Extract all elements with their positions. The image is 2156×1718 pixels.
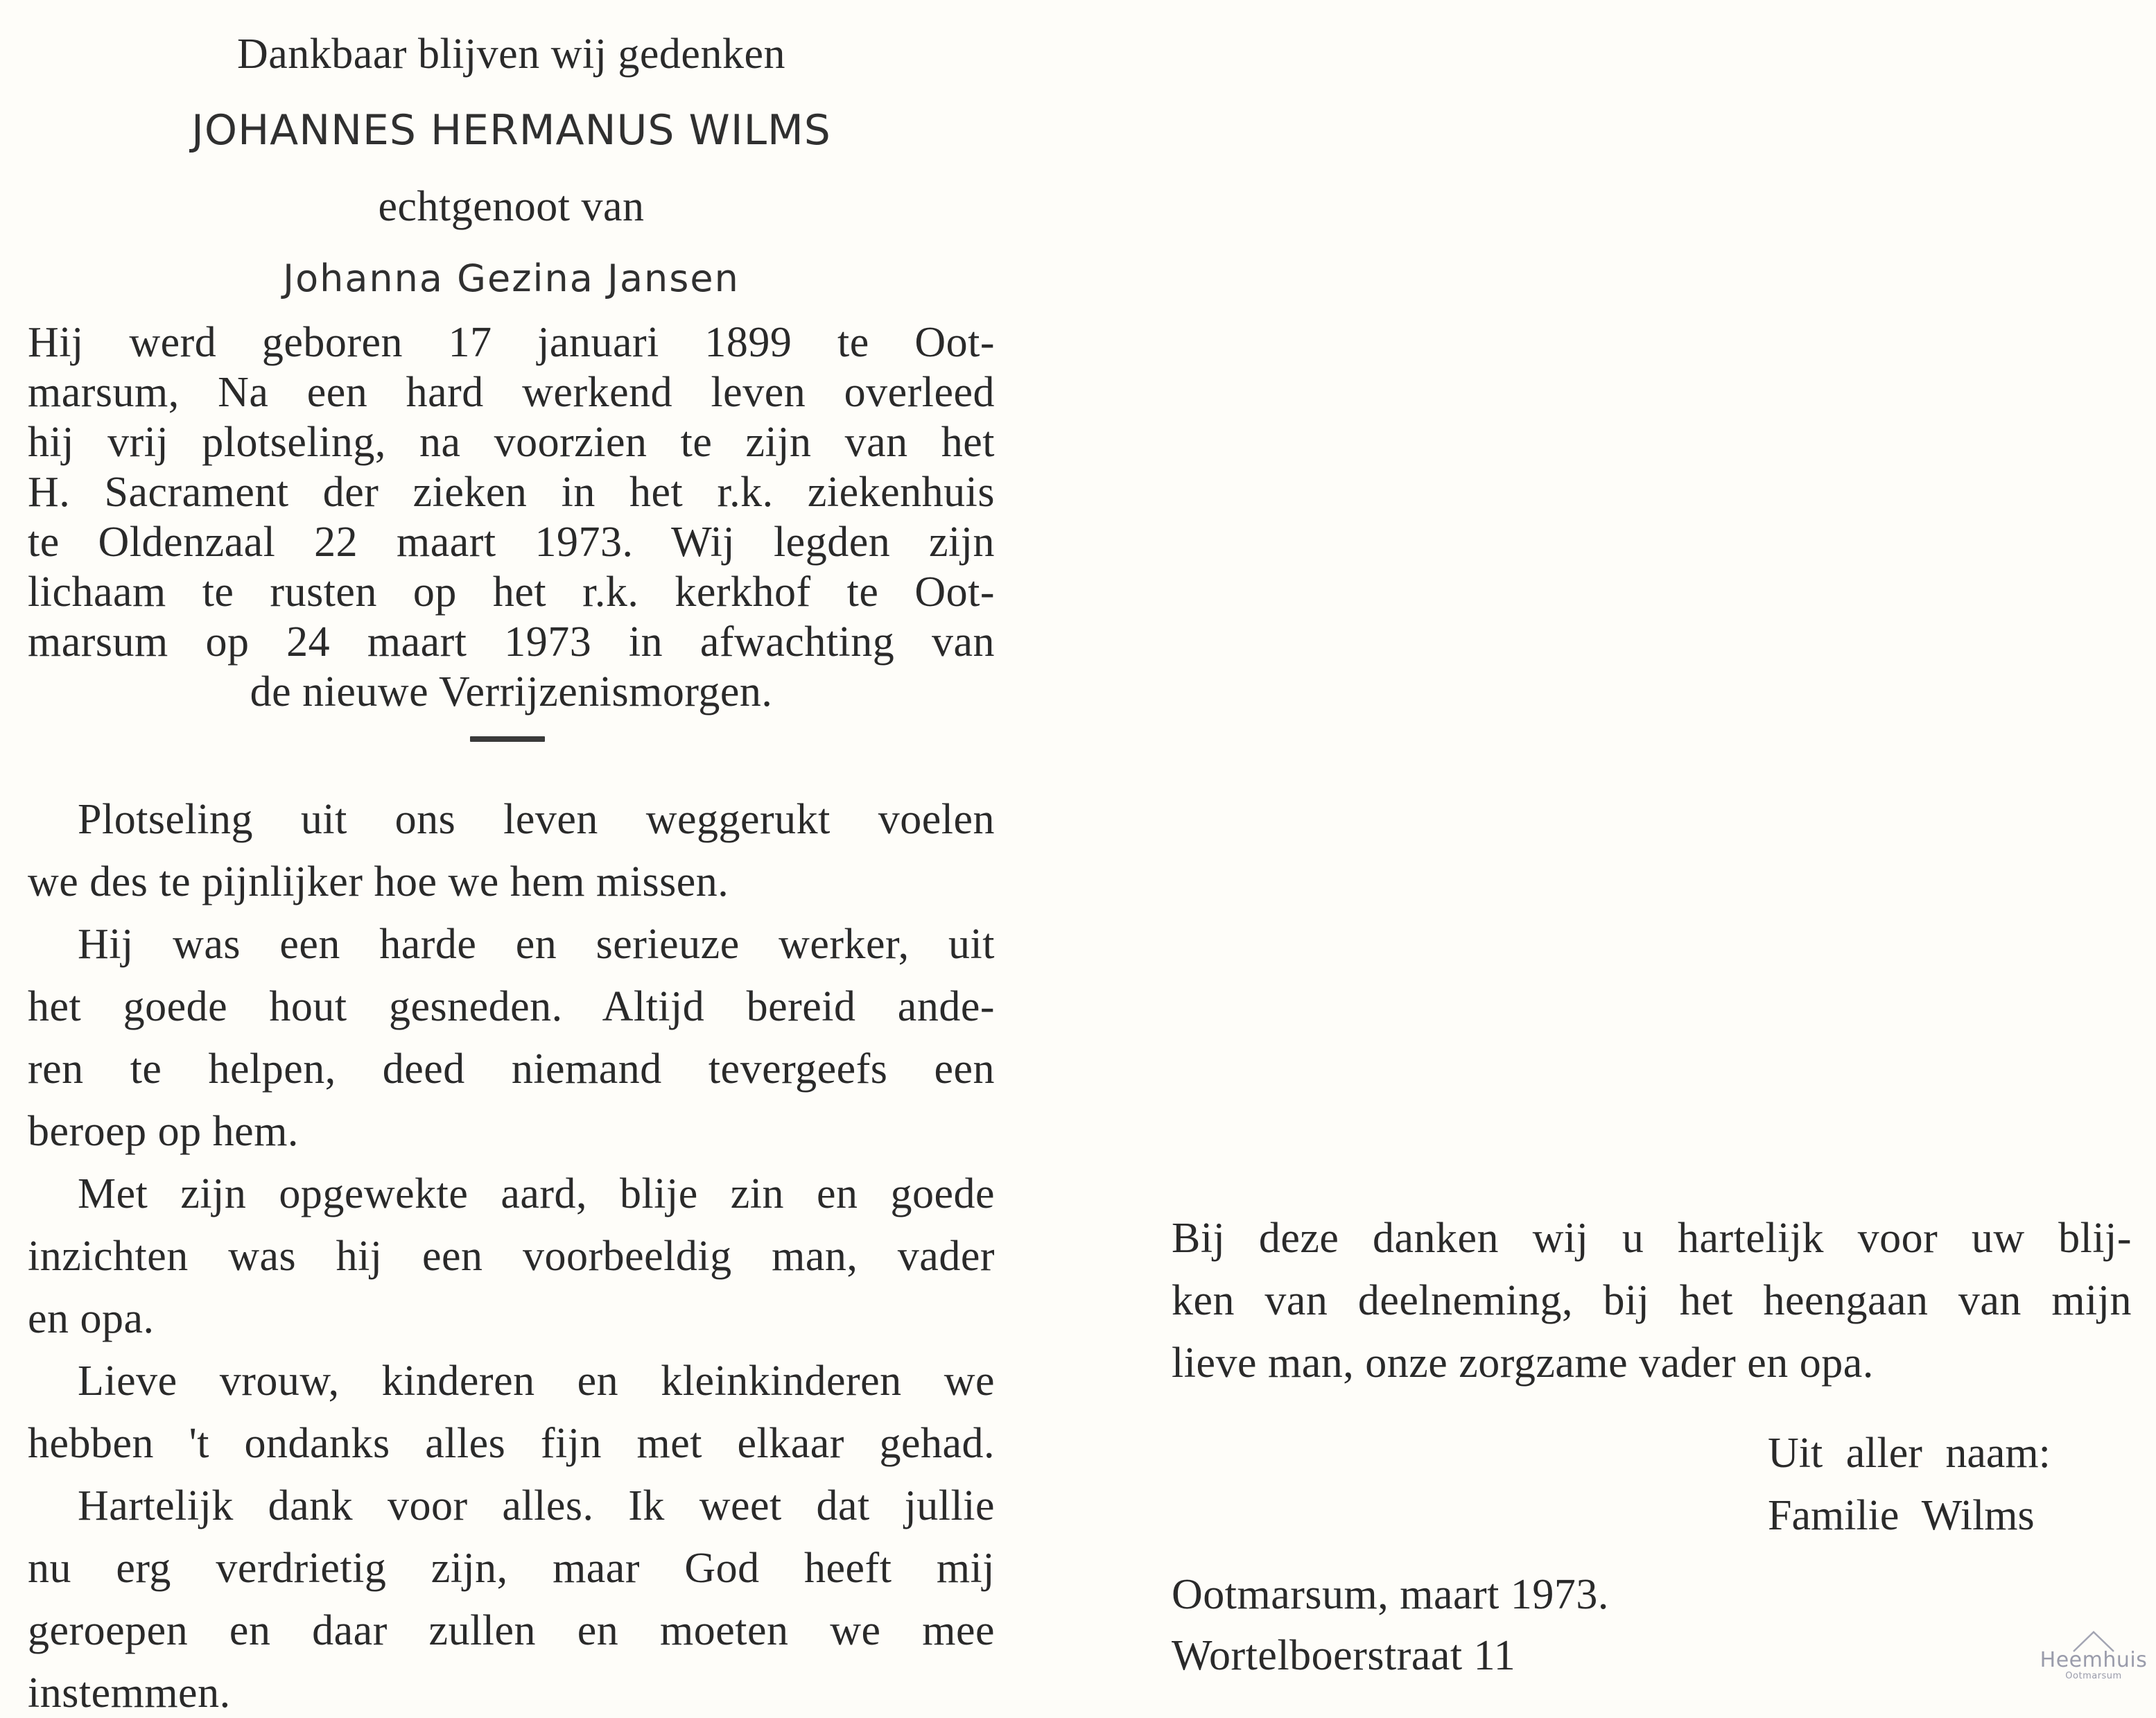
paragraph-line: Met zijn opgewekte aard, blije zin en goede [78,1170,995,1217]
bio-line: marsum, Na een hard werkend leven overleed [28,369,995,416]
paragraph-line: we des te pijnlijker hoe we hem missen. [28,858,729,905]
signature-name: Familie Wilms [1768,1492,2035,1539]
paragraph-line: Hartelijk dank voor alles. Ik weet dat jullie [78,1482,995,1529]
bio-line: marsum op 24 maart 1973 in afwachting van [28,618,995,666]
signature-intro: Uit aller naam: [1768,1430,2051,1477]
paragraph-line: inzichten was hij een voorbeeldig man, vader [28,1233,995,1280]
heemhuis-watermark [2035,1629,2153,1699]
bio-line: Hij werd geboren 17 januari 1899 te Oot- [28,319,995,366]
place-date: Ootmarsum, maart 1973. [1172,1571,1609,1618]
bio-line: lichaam te rusten op het r.k. kerkhof te Oot- [28,569,995,616]
paragraph-line: Lieve vrouw, kinderen en kleinkinderen we [78,1357,995,1405]
paragraph-line: Plotseling uit ons leven weggerukt voelen [78,796,995,843]
divider [470,736,545,742]
bio-line: hij vrij plotseling, na voorzien te zijn van het [28,419,995,466]
bio-line: H. Sacrament der zieken in het r.k. ziekenhuis [28,469,995,516]
relation-line: echtgenoot van [378,183,645,230]
thanks-line: ken van deelneming, bij het heengaan van mijn [1172,1277,2132,1324]
bio-line: te Oldenzaal 22 maart 1973. Wij legden zijn [28,519,995,566]
deceased-name: JOHANNES HERMANUS WILMS [191,106,831,155]
paragraph-line: en opa. [28,1295,155,1342]
paragraph-line: instemmen. [28,1669,231,1717]
paragraph-line: geroepen en daar zullen en moeten we mee [28,1607,995,1654]
paragraph-line: ren te helpen, deed niemand tevergeefs een [28,1045,995,1093]
paragraph-line: beroep op hem. [28,1108,299,1155]
watermark-place: Ootmarsum [2065,1671,2122,1681]
watermark-name: Heemhuis [2040,1648,2148,1672]
paragraph-line: hebben 't ondanks alles fijn met elkaar gehad. [28,1420,995,1467]
paragraph-line: Hij was een harde en serieuze werker, uit [78,921,995,968]
paragraph-line: het goede hout gesneden. Altijd bereid ande- [28,983,995,1030]
paragraph-line: nu erg verdrietig zijn, maar God heeft mij [28,1545,995,1592]
thanks-line: lieve man, onze zorgzame vader en opa. [1172,1339,1874,1387]
thanks-line: Bij deze danken wij u hartelijk voor uw blij- [1172,1215,2132,1262]
address: Wortelboerstraat 11 [1172,1632,1516,1679]
bio-line: de nieuwe Verrijzenismorgen. [250,668,773,715]
intro-line: Dankbaar blijven wij gedenken [237,31,785,78]
spouse-name: Johanna Gezina Jansen [283,257,740,300]
